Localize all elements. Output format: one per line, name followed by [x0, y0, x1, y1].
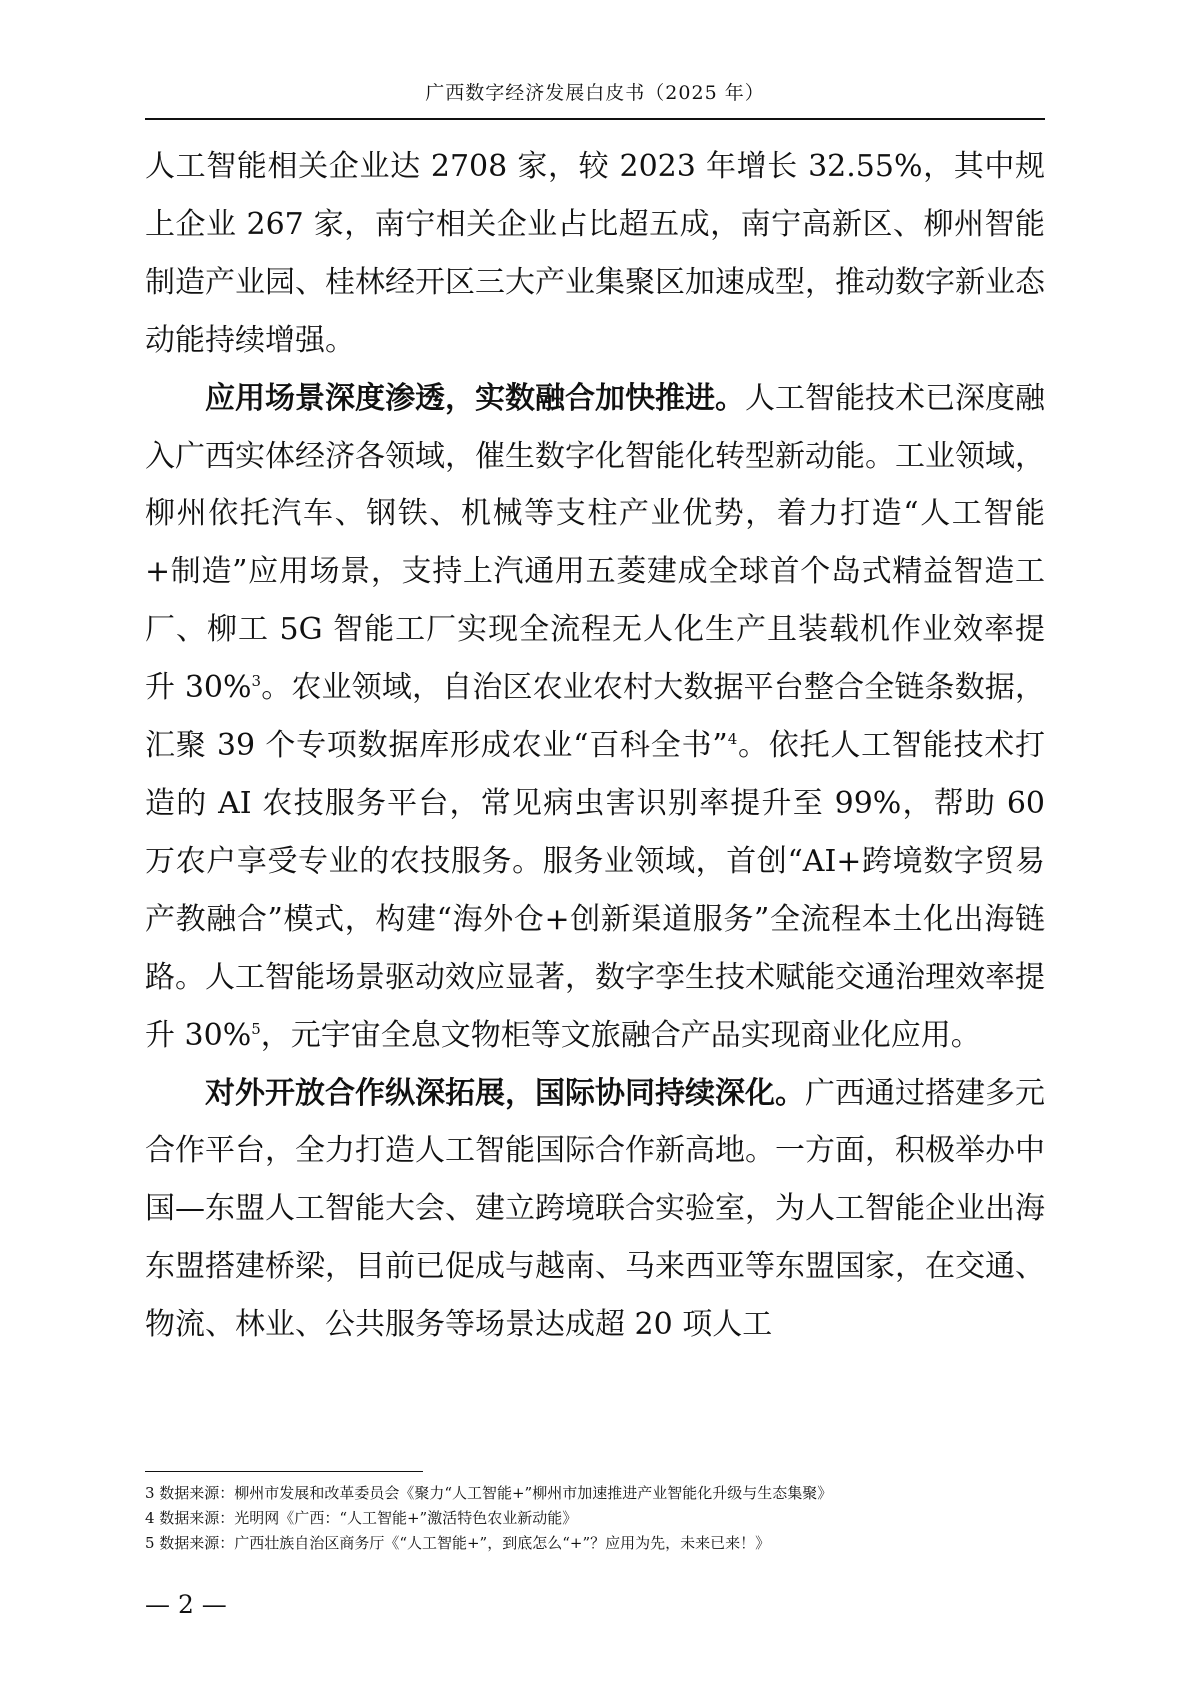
paragraph-international-cooperation [145, 1065, 1045, 1355]
footnote-ref-4[interactable]: 4 [727, 730, 738, 749]
footnote-4: 4 数据来源：光明网《广西：“人工智能+”激活特色农业新动能》 [145, 1509, 578, 1527]
paragraph-application-scenarios [145, 370, 1045, 1065]
page-number: — 2 — [145, 1590, 227, 1619]
header-rule [145, 118, 1045, 120]
paragraph-text: 广西通过搭建多元合作平台，全力打造人工智能国际合作新高地。一方面，积极举办中国—东盟人工智能大会、建立跨境联合实验室，为人工智能企业出海东盟搭建桥梁，目前已促成与越南、马来西亚等东盟国家，在交通、物流、林业、公共服务等场景达成超 20 项人工 [145, 1075, 1045, 1343]
footnote-5: 5 数据来源：广西壮族自治区商务厅《“人工智能+”，到底怎么“+”？应用为先，未来已来！》 [145, 1534, 771, 1552]
running-header: 广西数字经济发展白皮书（2025 年） [425, 82, 765, 104]
paragraph-text: ，元宇宙全息文物柜等文旅融合产品实现商业化应用。 [260, 1017, 981, 1053]
footnotes [145, 1481, 1045, 1556]
paragraph-heading: 对外开放合作纵深拓展，国际协同持续深化。 [205, 1075, 805, 1111]
footnote-3: 3 数据来源：柳州市发展和改革委员会《聚力“人工智能+”柳州市加速推进产业智能化升级与生态集聚》 [145, 1484, 833, 1502]
body-text [145, 138, 1045, 1354]
paragraph-text: 。依托人工智能技术打造的 AI 农技服务平台，常见病虫害识别率提升至 99%，帮助 60 万农户享受专业的农技服务。服务业领域，首创“AI+跨境数字贸易产教融合”模式，构建“海外仓+创新渠道服务”全流程本土化出海链路。人工智能场景驱动效应显著，数字孪生技术赋能交通治理效率提升 30% [145, 728, 1046, 1053]
paragraph-heading: 应用场景深度渗透，实数融合加快推进。 [205, 380, 745, 416]
footnote-ref-3[interactable]: 3 [251, 672, 262, 691]
paragraph-text: 。农业领域，自治区农业农村大数据平台整合全链条数据，汇聚 39 个专项数据库形成农业“百科全书” [145, 670, 1046, 764]
footnote-rule [145, 1471, 423, 1472]
paragraph-continued: 人工智能相关企业达 2708 家，较 2023 年增长 32.55%，其中规上企业 267 家，南宁相关企业占比超五成，南宁高新区、柳州智能制造产业园、桂林经开区三大产业集聚区加速成型，推动数字新业态动能持续增强。 [145, 149, 1045, 358]
paragraph-text: 人工智能技术已深度融入广西实体经济各领域，催生数字化智能化转型新动能。工业领域，柳州依托汽车、钢铁、机械等支柱产业优势，着力打造“人工智能+制造”应用场景，支持上汽通用五菱建成全球首个岛式精益智造工厂、柳工 5G 智能工厂实现全流程无人化生产且装载机作业效率提升 30% [145, 380, 1045, 706]
footnote-ref-5[interactable]: 5 [251, 1019, 261, 1038]
